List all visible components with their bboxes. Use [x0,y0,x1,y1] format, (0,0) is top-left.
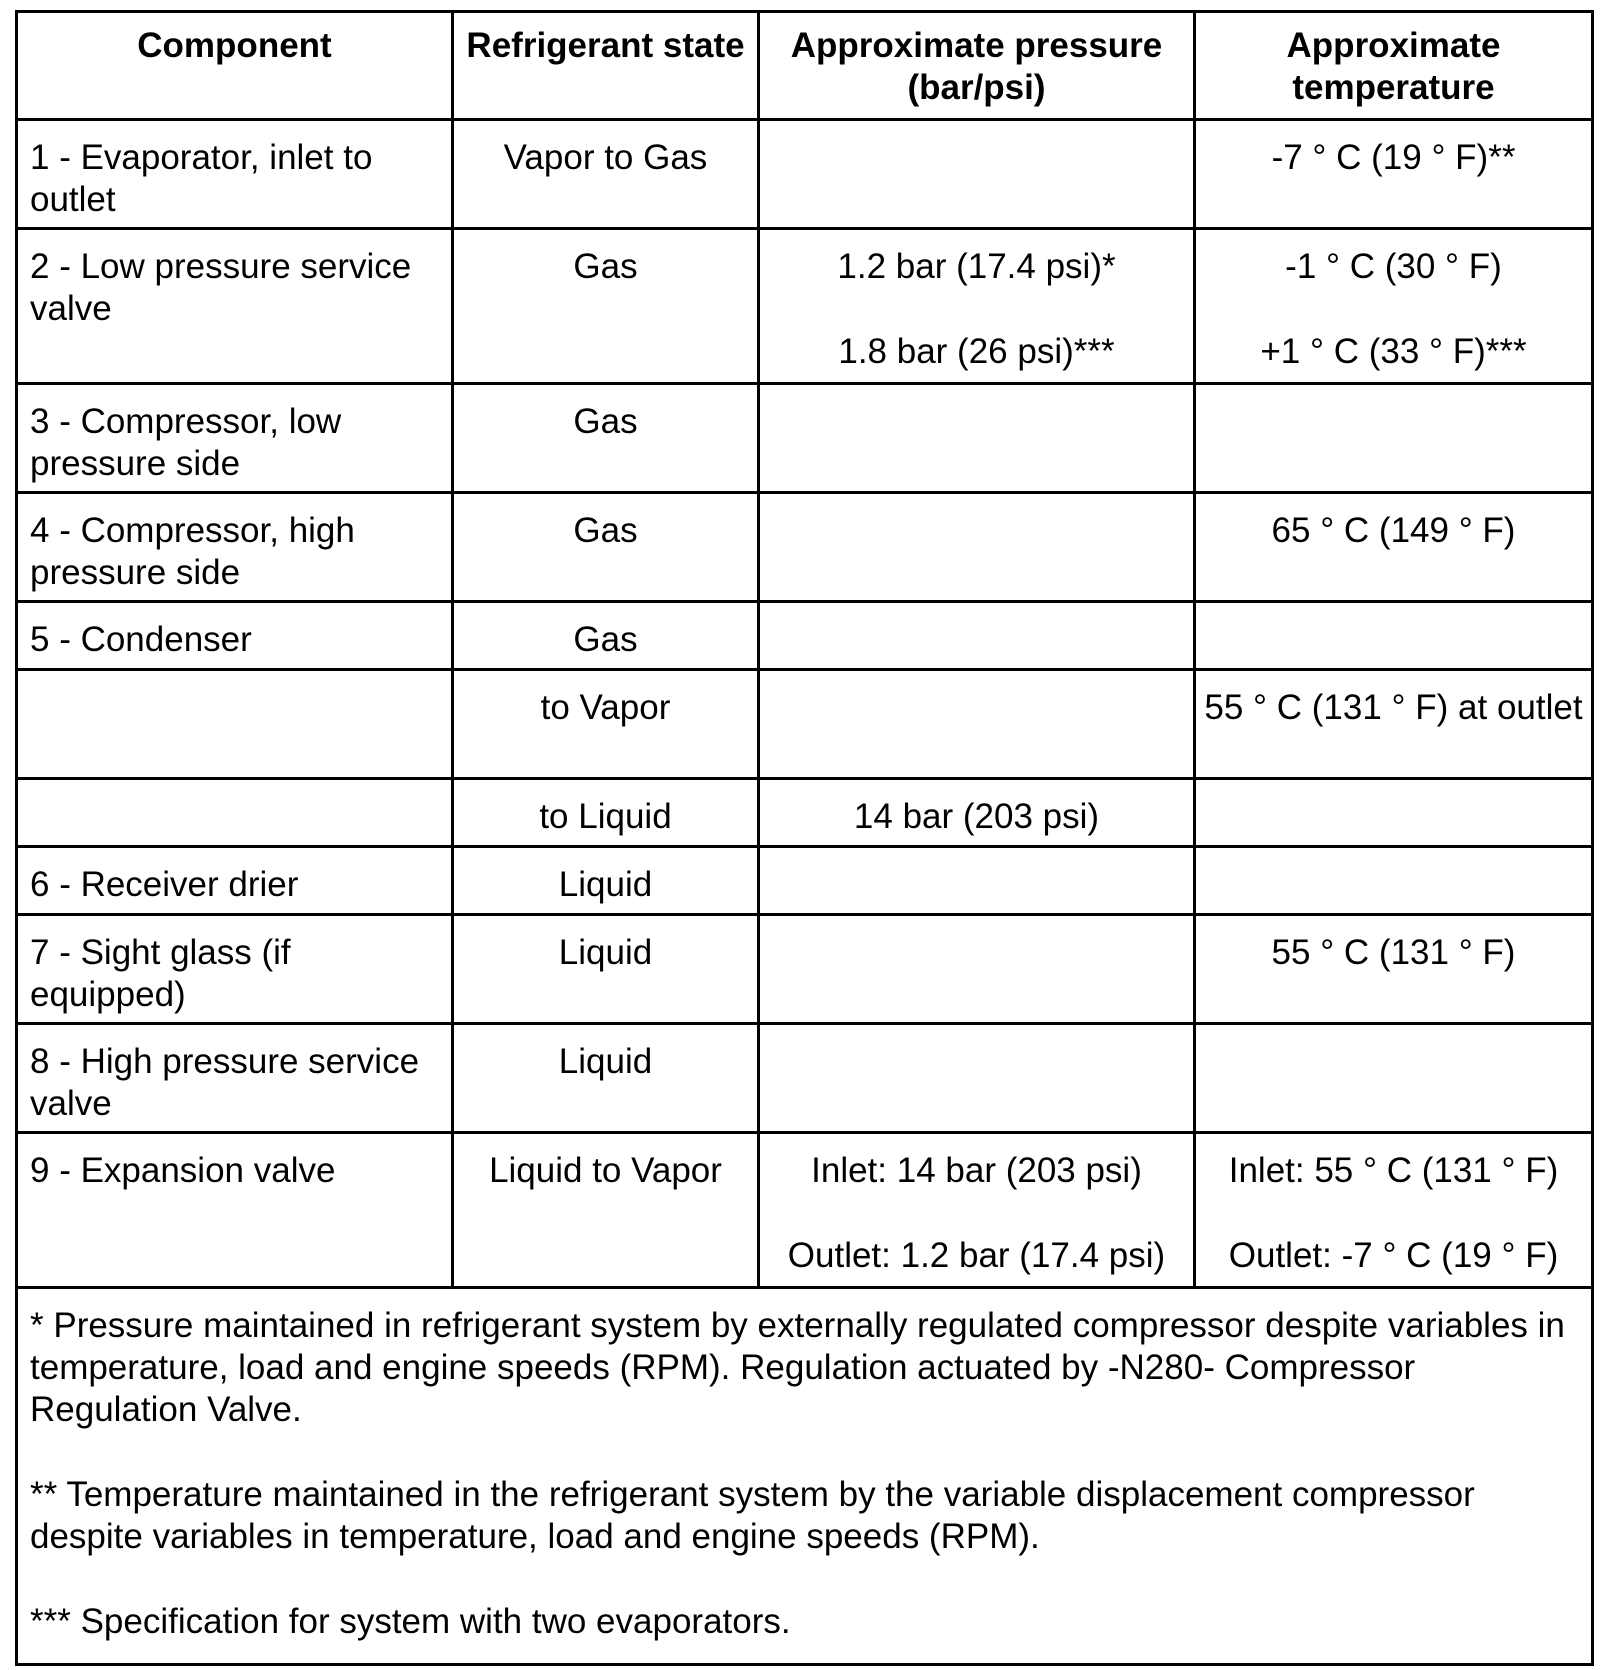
pressure-cell [759,1133,1195,1288]
table-row [17,1133,1593,1288]
table-row [17,229,1593,384]
pressure-value: 1.2 bar (17.4 psi)* [837,247,1116,286]
table-row [17,384,1593,493]
table-row [17,779,1593,847]
state-cell: Liquid [453,915,759,1024]
table-row [17,847,1593,915]
temperature-outlet-value: Outlet: -7 ° C (19 ° F) [1228,1236,1559,1275]
temperature-value: 65 ° C (149 ° F) [1271,511,1516,550]
table-row [17,493,1593,602]
pressure-cell [759,847,1195,915]
state-cell: Liquid [453,1024,759,1133]
component-cell: 5 - Condenser [17,602,453,670]
temperature-value: 55 ° C (131 ° F) at outlet [1204,688,1583,727]
header-component: Component [17,12,453,120]
pressure-cell [759,1024,1195,1133]
pressure-cell [759,229,1195,384]
temperature-cell [1195,1133,1593,1288]
temperature-value-two-evaporators: +1 ° C (33 ° F)*** [1260,332,1527,371]
component-cell: 9 - Expansion valve [17,1133,453,1288]
notes-row [17,1288,1593,1665]
pressure-cell [759,779,1195,847]
pressure-cell [759,602,1195,670]
table-row [17,120,1593,229]
temperature-value: 55 ° C (131 ° F) [1271,933,1516,972]
temperature-cell [1195,670,1593,779]
header-row [17,12,1593,120]
footnote-triple-asterisk: *** Specification for system with two evaporators. [30,1602,791,1641]
component-cell: 6 - Receiver drier [17,847,453,915]
header-pressure: Approximate pressure (bar/psi) [759,12,1195,120]
state-cell: Liquid to Vapor [453,1133,759,1288]
state-cell: Vapor to Gas [453,120,759,229]
footnote-single-asterisk: * Pressure maintained in refrigerant system by externally regulated compressor despite variables in temperature, load and engine speeds (RPM). Regulation actuated by -N280- Compressor Regulation Valve. [30,1306,1565,1429]
table-row [17,670,1593,779]
temperature-cell [1195,915,1593,1024]
pressure-inlet-value: Inlet: 14 bar (203 psi) [811,1151,1142,1190]
table-row [17,602,1593,670]
state-cell: to Vapor [453,670,759,779]
component-cell: 4 - Compressor, high pressure side [17,493,453,602]
table-row [17,1024,1593,1133]
header-state: Refrigerant state [453,12,759,120]
component-cell: 1 - Evaporator, inlet to outlet [17,120,453,229]
pressure-cell [759,120,1195,229]
refrigerant-spec-table [15,10,1594,1666]
temperature-cell [1195,229,1593,384]
temperature-cell [1195,847,1593,915]
state-cell: Liquid [453,847,759,915]
state-cell: Gas [453,384,759,493]
component-cell [17,779,453,847]
table-row [17,915,1593,1024]
component-cell: 2 - Low pressure service valve [17,229,453,384]
temperature-value: -7 ° C (19 ° F)** [1271,138,1516,177]
temperature-cell [1195,1024,1593,1133]
state-cell: Gas [453,229,759,384]
pressure-cell [759,493,1195,602]
pressure-value-two-evaporators: 1.8 bar (26 psi)*** [838,332,1115,371]
temperature-cell [1195,602,1593,670]
component-cell [17,670,453,779]
component-cell: 3 - Compressor, low pressure side [17,384,453,493]
temperature-cell [1195,384,1593,493]
state-cell: to Liquid [453,779,759,847]
pressure-cell [759,670,1195,779]
state-cell: Gas [453,493,759,602]
component-cell: 8 - High pressure service valve [17,1024,453,1133]
component-cell: 7 - Sight glass (if equipped) [17,915,453,1024]
temperature-cell [1195,120,1593,229]
pressure-cell [759,915,1195,1024]
header-temperature: Approximate temperature [1195,12,1593,120]
temperature-cell [1195,779,1593,847]
temperature-cell [1195,493,1593,602]
footnote-double-asterisk: ** Temperature maintained in the refrigerant system by the variable displacement compressor despite variables in temperature, load and engine speeds (RPM). [30,1475,1475,1556]
state-cell: Gas [453,602,759,670]
temperature-value: -1 ° C (30 ° F) [1285,247,1502,286]
footnotes [17,1288,1593,1665]
pressure-value: 14 bar (203 psi) [853,797,1100,836]
pressure-outlet-value: Outlet: 1.2 bar (17.4 psi) [787,1236,1166,1275]
temperature-inlet-value: Inlet: 55 ° C (131 ° F) [1228,1151,1559,1190]
pressure-cell [759,384,1195,493]
